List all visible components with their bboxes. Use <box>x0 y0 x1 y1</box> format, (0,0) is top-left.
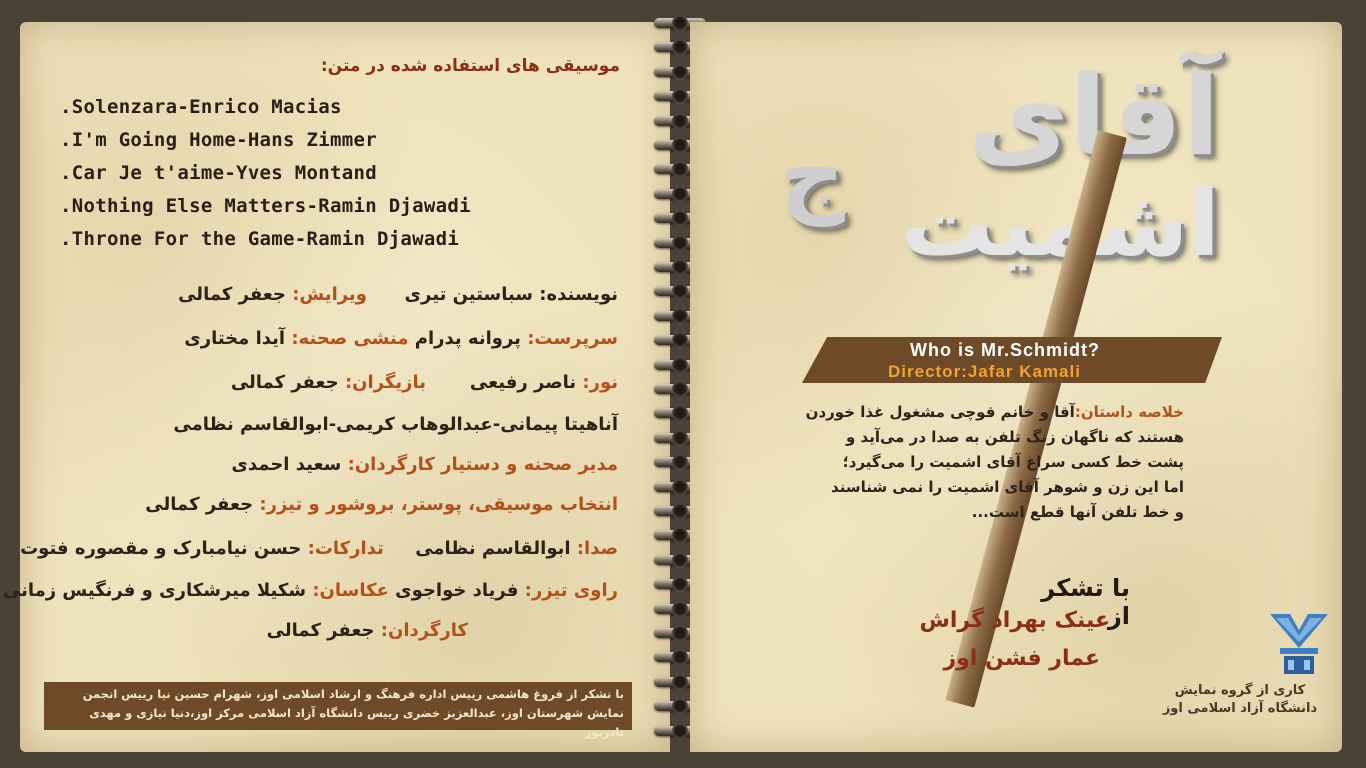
thanks-heading: با تشکر از <box>1041 574 1130 630</box>
university-logo-icon <box>1268 608 1330 680</box>
synopsis-text: و خط تلفن آنها قطع است... <box>971 503 1184 521</box>
credit-light <box>231 372 618 393</box>
credit-value: جعفر کمالی <box>145 494 254 515</box>
credit-label: نور: <box>582 372 618 393</box>
credit-writer <box>178 284 618 305</box>
credit-label: مدیر صحنه و دستیار کارگردان: <box>347 454 618 475</box>
credit-label: تدارکات: <box>307 538 384 559</box>
credit-value: فریاد خواجوی <box>395 580 519 601</box>
credit-label: بازیگران: <box>344 372 426 393</box>
credit-value: شکیلا میرشکاری و فرنگیس زمانی <box>2 580 307 601</box>
university-credit <box>1150 682 1330 718</box>
english-director: Director:Jafar Kamali <box>888 362 1081 381</box>
university-line: کاری از گروه نمایش <box>1174 683 1306 698</box>
song-item: .Car Je t'aime-Yves Montand <box>60 162 377 184</box>
credit-label: سرپرست: <box>527 328 618 349</box>
synopsis-text: پشت خط کسی سراغ آقای اشمیت را می‌گیرد؛ <box>842 453 1184 471</box>
credit-supervisor <box>184 328 618 349</box>
credit-label: کارگردان: <box>380 620 468 641</box>
credit-value: حسن نیامبارک و مقصوره فتوت <box>20 538 302 559</box>
credit-value: سباستین تیری <box>404 284 534 305</box>
university-line: دانشگاه آزاد اسلامی اوز <box>1162 701 1318 716</box>
poster-title-logo <box>760 52 1280 282</box>
credit-director <box>267 620 468 641</box>
credit-label: عکاسان: <box>312 580 389 601</box>
credit-value: ابوالقاسم نظامی <box>415 538 571 559</box>
song-item: .Nothing Else Matters-Ramin Djawadi <box>60 195 471 217</box>
credit-value: جعفر کمالی <box>266 620 375 641</box>
synopsis <box>762 400 1184 525</box>
synopsis-text: آقا و خانم قوچی مشغول غذا خوردن <box>805 403 1075 421</box>
song-item: .Solenzara-Enrico Macias <box>60 96 342 118</box>
credit-actors <box>173 414 618 435</box>
credit-label: نویسنده: <box>539 284 618 305</box>
credit-value: ناصر رفیعی <box>469 372 577 393</box>
credit-label: صدا: <box>576 538 618 559</box>
credit-value: پروانه پدرام <box>414 328 521 349</box>
songs-title: موسیقی های استفاده شده در متن: <box>320 56 620 76</box>
credit-label: ویرایش: <box>292 284 367 305</box>
credit-stage <box>231 454 618 475</box>
thanks-box-line: با تشکر از فروغ هاشمی رییس اداره فرهنگ و ارشاد اسلامی اوز، شهرام حسین نیا رییس انجمن <box>82 687 624 701</box>
credit-value: آناهیتا پیمانی-عبدالوهاب کریمی-ابوالقاسم نظامی <box>173 414 618 435</box>
credit-label: انتخاب موسیقی، پوستر، بروشور و تیزر: <box>259 494 618 515</box>
sponsor-2: عمار فشن اوز <box>943 646 1100 671</box>
credit-value: آیدا مختاری <box>184 328 286 349</box>
thanks-box-line: نمایش شهرستان اوز، عبدالعزیز خضری رییس دانشگاه آزاد اسلامی مرکز اوز،دنیا نیازی و مهدی نادرپور <box>89 706 624 739</box>
title-line-2: اشمیت <box>901 170 1220 277</box>
credit-music <box>145 494 618 515</box>
song-item: .I'm Going Home-Hans Zimmer <box>60 129 377 151</box>
sponsor-1: عینک بهراد گراش <box>919 608 1110 633</box>
credit-label: راوی تیزر: <box>524 580 618 601</box>
english-title: Who is Mr.Schmidt? <box>910 340 1101 360</box>
credit-sound <box>20 538 618 559</box>
credit-narrator <box>3 580 618 601</box>
song-item: .Throne For the Game-Ramin Djawadi <box>60 228 460 250</box>
credit-label: منشی صحنه: <box>291 328 409 349</box>
title-line-1: آقای <box>968 52 1220 180</box>
credit-value: سعید احمدی <box>231 454 342 475</box>
credit-value: جعفر کمالی <box>178 284 286 305</box>
title-mark: ج <box>780 122 845 227</box>
thanks-box <box>44 682 632 739</box>
synopsis-label: خلاصه داستان: <box>1074 403 1184 421</box>
synopsis-text: اما این زن و شوهر آقای اشمیت را نمی شناسند <box>831 478 1184 496</box>
credit-value: جعفر کمالی <box>230 372 339 393</box>
synopsis-text: هستند که ناگهان زنگ تلفن به صدا در می‌آید و <box>846 428 1184 446</box>
